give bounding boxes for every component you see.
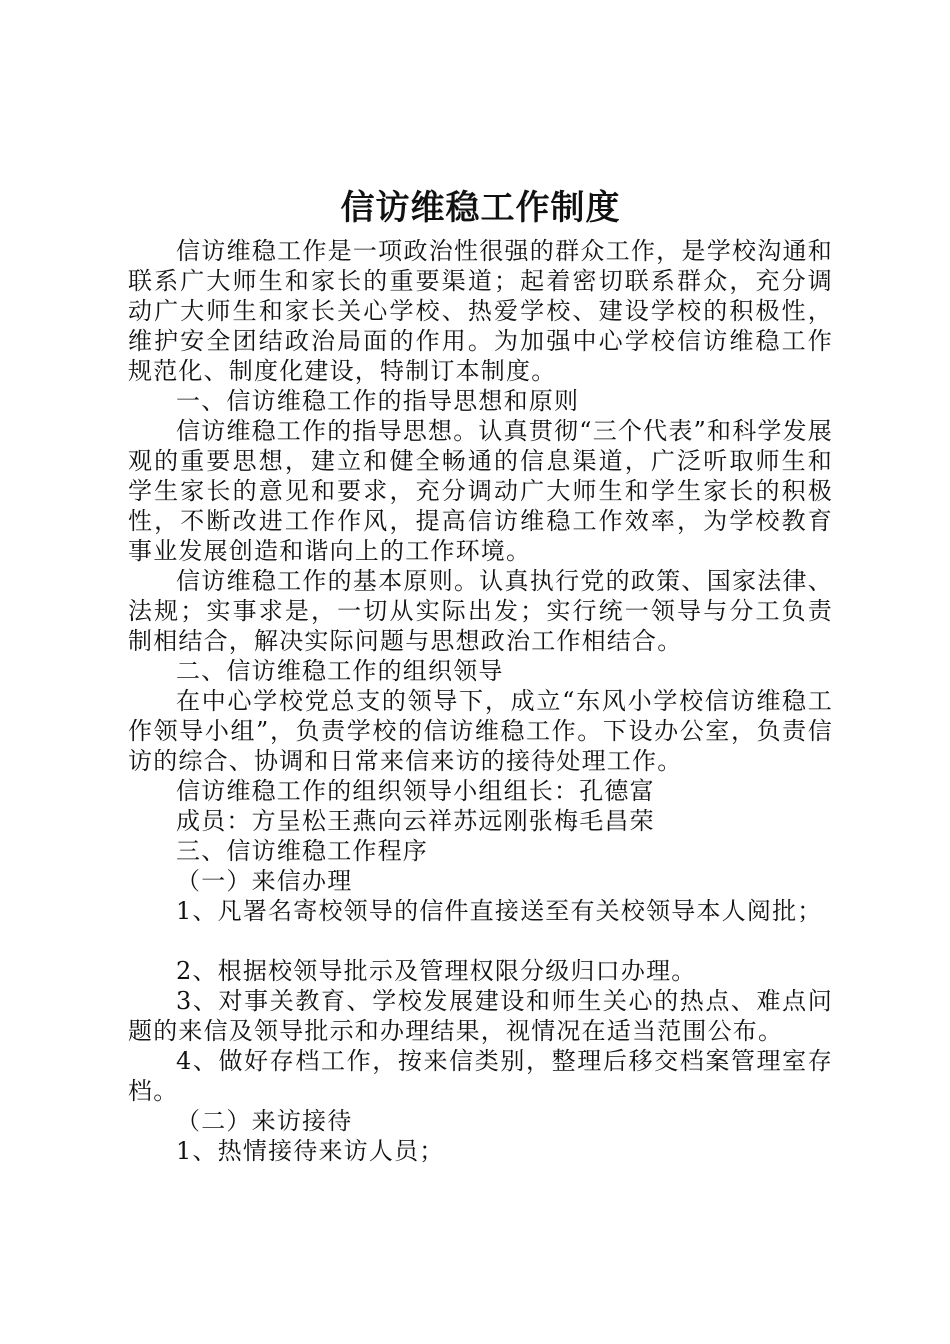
intro-paragraph: 信访维稳工作是一项政治性很强的群众工作，是学校沟通和联系广大师生和家长的重要渠道；起着密切联系群众，充分调动广大师生和家长关心学校、热爱学校、建设学校的积极性，维护安全团结政治局面的作用。为加强中心学校信访维稳工作规范化、制度化建设，特制订本制度。 xyxy=(128,237,833,385)
group-leader-line: 信访维稳工作的组织领导小组组长：孔德富 xyxy=(176,777,655,805)
letter-step-4: 4、做好存档工作，按来信类别，整理后移交档案管理室存档。 xyxy=(128,1047,833,1105)
basic-principle-paragraph: 信访维稳工作的基本原则。认真执行党的政策、国家法律、法规；实事求是，一切从实际出发；实行统一领导与分工负责制相结合，解决实际问题与思想政治工作相结合。 xyxy=(128,567,833,655)
letter-step-3: 3、对事关教育、学校发展建设和师生关心的热点、难点问题的来信及领导批示和办理结果，视情况在适当范围公布。 xyxy=(128,987,833,1045)
subsection-heading-visits: （二）来访接待 xyxy=(176,1107,353,1135)
group-members-line: 成员：方呈松王燕向云祥苏远刚张梅毛昌荣 xyxy=(176,807,655,835)
guiding-principle-paragraph: 信访维稳工作的指导思想。认真贯彻“三个代表”和科学发展观的重要思想，建立和健全畅通的信息渠道，广泛听取师生和学生家长的意见和要求，充分调动广大师生和学生家长的积极性，不断改进工作作风，提高信访维稳工作效率，为学校教育事业发展创造和谐向上的工作环境。 xyxy=(128,417,833,565)
letter-step-1: 1、凡署名寄校领导的信件直接送至有关校领导本人阅批； xyxy=(176,897,823,925)
document-body xyxy=(128,180,833,1166)
organization-paragraph: 在中心学校党总支的领导下，成立“东风小学校信访维稳工作领导小组”，负责学校的信访维稳工作。下设办公室，负责信访的综合、协调和日常来信来访的接待处理工作。 xyxy=(128,687,833,775)
document-title: 信访维稳工作制度 xyxy=(340,188,621,228)
subsection-heading-letters: （一）来信办理 xyxy=(176,867,353,895)
section-heading-3: 三、信访维稳工作程序 xyxy=(176,837,428,865)
letter-step-2: 2、根据校领导批示及管理权限分级归口办理。 xyxy=(176,957,697,985)
section-heading-1: 一、信访维稳工作的指导思想和原则 xyxy=(176,387,580,415)
visit-step-1: 1、热情接待来访人员； xyxy=(176,1137,445,1165)
section-heading-2: 二、信访维稳工作的组织领导 xyxy=(176,657,504,685)
